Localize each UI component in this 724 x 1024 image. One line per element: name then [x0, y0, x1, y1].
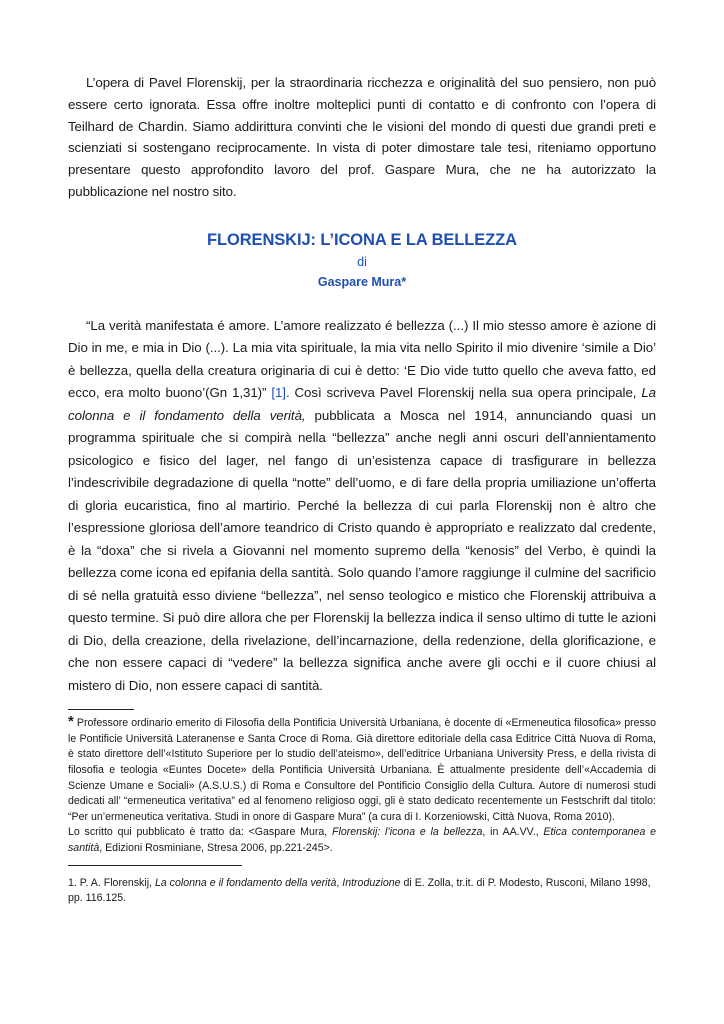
body-text-part1: “La verità manifestata é amore. L’amore realizzato é bellezza (...) Il mio stesso amore è azione di Dio in me, e mia in Dio (...). La mia vita spirituale, la mia vita nello Spirito il mio divenire ‘simile a Dio’ è bellezza, quella della creatura originaria di cui è detto: ‘E Dio vide tutto quello che aveva fatto, ed ecco, era molto buono’(Gn 1,31)”	[68, 317, 656, 401]
source-text-a: Lo scritto qui pubblicato è tratto da: <Gaspare Mura,	[68, 826, 333, 839]
article-author: Gaspare Mura*	[317, 274, 407, 289]
article-title: FLORENSKIJ: L’ICONA E LA BELLEZZA	[207, 230, 517, 249]
body-paragraph	[68, 315, 656, 698]
intro-paragraph: L’opera di Pavel Florenskij, per la straordinaria ricchezza e originalità del suo pensiero, non può essere certo ignorata. Essa offre inoltre molteplici punti di contatto e di confronto con l’opera di Teilhard de Chardin. Siamo addirittura convinti che le visioni del mondo di questi due grandi preti e scienziati si sostengano reciprocamente. In vista di poter dimostare tale tesi, riteniamo opportuno presentare questo approfondito lavoro del prof. Gaspare Mura, che ne ha autorizzato la pubblicazione nel nostro sito.	[68, 75, 656, 199]
body-text-part2: . Così scriveva Pavel Florenskij nella sua opera principale,	[285, 385, 642, 401]
footnote-ref-link[interactable]: [1]	[271, 385, 286, 401]
source-work-title: Florenskij: l’icona e la bellezza	[332, 826, 483, 839]
body-text-part3: pubblicata a Mosca nel 1914, annunciando quasi un programma spirituale che si compirà nella “bellezza” anche negli anni oscuri dell’annientamento psicologico e fisico del lager, nel fango di un’esistenza capace di trasfigurare in bellezza l’indescrivibile degradazione di quella “notte” dell’uomo, e di fare della propria umiliazione un’offerta di gloria eucaristica, fino al martirio. Perché la bellezza di cui parla Florenskij non è altro che l’espressione gloriosa dell’amore teandrico di Cristo quando è appropriato e realizzato dal credente, è la “doxa” che si rivela a Giovanni nel momento supremo della “kenosis” del Verbo, è quindi la bellezza come icona ed epifania della santità. Solo quando l’amore raggiunge il culmine del sacrificio di sé nella gratuità esso diviene “bellezza”, nel senso teologico e mistico che Florenskij attribuiva a questo termine. Si può dire allora che per Florenskij la bellezza indica il senso ultimo di tutte le azioni di Dio, della creazione, della rivelazione, dell’incarnazione, della redenzione, della glorificazione, e che non essere capaci di “vedere” la bellezza significa anche avere gli occhi e il cuore chiusi al mistero di Dio, non essere capaci di santità.	[68, 407, 656, 693]
author-note	[68, 714, 656, 856]
author-note-text: Professore ordinario emerito di Filosofia della Pontificia Università Urbaniana, è docente di «Ermeneutica filosofica» presso le Pontificie Università Lateranense e Santa Croce di Roma. Già direttore editoriale della casa Editrice Città Nuova di Roma, è stato direttore dell’«Istituto Superiore per lo studio dell’ateismo», dell’editrice Urbaniana University Press, e della rivista di filosofia e teologia «Euntes Docete» della Pontificia Università Urbaniana. È attualmente presidente dell’«Accademia di Scienze Umane e Sociali» (A.S.U.S.) di Roma e Consultore del Pontificio Consiglio della Cultura. Autore di numerosi studi dedicati all’ “ermeneutica veritativa” ed al fenomeno religioso oggi, gli è stato dedicato recentemente un Festschrift dal titolo: “Per un’ermeneutica veritativa. Studi in onore di Gaspare Mura” (a cura di I. Korzeniowski, Città Nuova, Roma 2010).	[68, 717, 656, 823]
author-note-marker: *	[68, 713, 74, 731]
intro-section	[68, 72, 656, 203]
footnote-divider	[68, 865, 242, 866]
author-note-divider	[68, 709, 134, 710]
document-page	[68, 72, 656, 907]
body-work-title: La colonna e il fondamento della verità,	[68, 385, 657, 423]
footnote-1-b: ,	[336, 876, 343, 889]
source-text-c: , Edizioni Rosminiane, Stresa 2006, pp.221-245>.	[99, 842, 333, 855]
byline-di: di	[357, 254, 367, 269]
source-text-b: , in AA.VV.,	[482, 826, 544, 839]
footnote-1-c: di E. Zolla, tr.it. di P. Modesto, Rusconi, Milano 1998, pp. 116.125.	[68, 876, 651, 905]
source-book-title: Etica contemporanea e santità	[68, 826, 656, 855]
footnote-1-intro: Introduzione	[342, 876, 401, 889]
footnote-1-a: 1. P. A. Florenskij,	[68, 876, 155, 889]
footnote-1-work: La colonna e il fondamento della verità	[154, 876, 337, 889]
footnote-1	[68, 876, 656, 907]
